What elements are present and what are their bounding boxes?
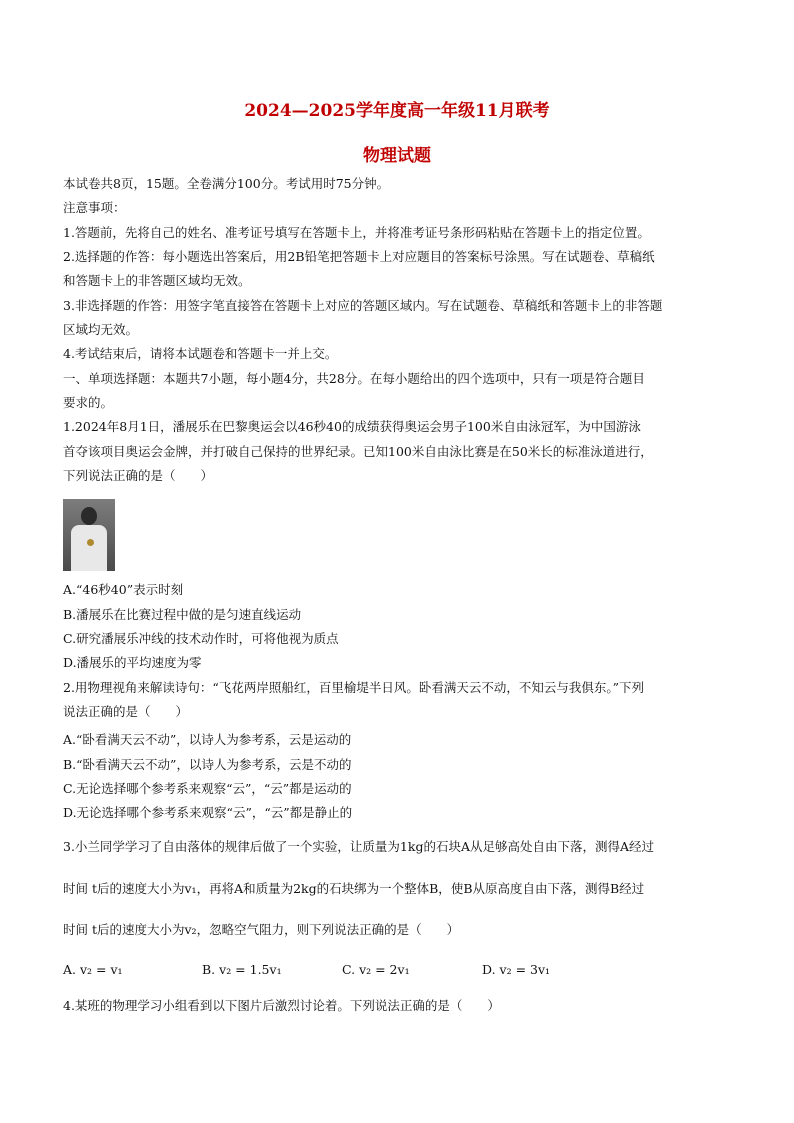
q2-stem: 说法正确的是（ ） <box>63 704 189 719</box>
q1-stem: 下列说法正确的是（ ） <box>63 468 214 483</box>
q3-stem: 时间 t后的速度大小为v₁，再将A和质量为2kg的石块绑为一个整体B，使B从原高度自由下落，测得B经过 <box>63 881 645 896</box>
q1-option-c: C.研究潘展乐冲线的技术动作时，可将他视为质点 <box>63 631 339 646</box>
q3-option-c: C. v₂ = 2v₁ <box>342 962 410 977</box>
exam-info: 本试卷共8页，15题。全卷满分100分。考试用时75分钟。 <box>63 176 390 191</box>
photo-head <box>81 507 97 525</box>
notice-line: 4.考试结束后，请将本试题卷和答题卡一并上交。 <box>63 346 338 361</box>
q1-option-a: A.“46秒40”表示时刻 <box>63 582 184 597</box>
q3-option-a: A. v₂ = v₁ <box>63 962 123 977</box>
notice-line: 区域均无效。 <box>63 322 139 337</box>
q3-stem: 3.小兰同学学习了自由落体的规律后做了一个实验，让质量为1kg的石块A从足够高处自由下落，测得A经过 <box>63 839 655 854</box>
q2-option-b: B.“卧看满天云不动”，以诗人为参考系，云是不动的 <box>63 757 352 772</box>
subject-title: 物理试题 <box>363 146 431 166</box>
section-heading: 一、单项选择题：本题共7小题，每小题4分，共28分。在每小题给出的四个选项中，只有一项是符合题目 <box>63 371 645 386</box>
q3-stem: 时间 t后的速度大小为v₂，忽略空气阻力，则下列说法正确的是（ ） <box>63 922 460 937</box>
q2-option-a: A.“卧看满天云不动”，以诗人为参考系，云是运动的 <box>63 732 352 747</box>
notice-heading: 注意事项： <box>63 200 126 215</box>
exam-title: 2024—2025学年度高一年级11月联考 <box>244 101 550 121</box>
photo-body <box>71 525 107 571</box>
section-heading-cont: 要求的。 <box>63 395 114 410</box>
q3-option-b: B. v₂ = 1.5v₁ <box>202 962 282 977</box>
swimmer-photo <box>63 499 115 571</box>
q4-stem: 4.某班的物理学习小组看到以下图片后激烈讨论着。下列说法正确的是（ ） <box>63 998 500 1013</box>
q1-option-b: B.潘展乐在比赛过程中做的是匀速直线运动 <box>63 607 302 622</box>
notice-line: 2.选择题的作答：每小题选出答案后，用2B铅笔把答题卡上对应题目的答案标号涂黑。写在试题卷、草稿纸 <box>63 249 655 264</box>
q1-stem: 首夺该项目奥运会金牌，并打破自己保持的世界纪录。已知100米自由泳比赛是在50米长的标准泳道进行， <box>63 444 653 459</box>
q1-stem: 1.2024年8月1日，潘展乐在巴黎奥运会以46秒40的成绩获得奥运会男子100米自由泳冠军，为中国游泳 <box>63 419 641 434</box>
notice-line: 和答题卡上的非答题区域均无效。 <box>63 273 251 288</box>
q3-option-d: D. v₂ = 3v₁ <box>482 962 551 977</box>
notice-line: 1.答题前，先将自己的姓名、准考证号填写在答题卡上，并将准考证号条形码粘贴在答题卡上的指定位置。 <box>63 225 650 240</box>
notice-line: 3.非选择题的作答：用签字笔直接答在答题卡上对应的答题区域内。写在试题卷、草稿纸和答题卡上的非答题 <box>63 298 663 313</box>
q2-option-d: D.无论选择哪个参考系来观察“云”，“云”都是静止的 <box>63 805 353 820</box>
medal-icon <box>87 539 94 546</box>
q2-stem: 2.用物理视角来解读诗句：“飞花两岸照船红，百里榆堤半日风。卧看满天云不动，不知云与我俱东。”下列 <box>63 680 644 695</box>
q2-option-c: C.无论选择哪个参考系来观察“云”，“云”都是运动的 <box>63 781 352 796</box>
q1-option-d: D.潘展乐的平均速度为零 <box>63 655 202 670</box>
